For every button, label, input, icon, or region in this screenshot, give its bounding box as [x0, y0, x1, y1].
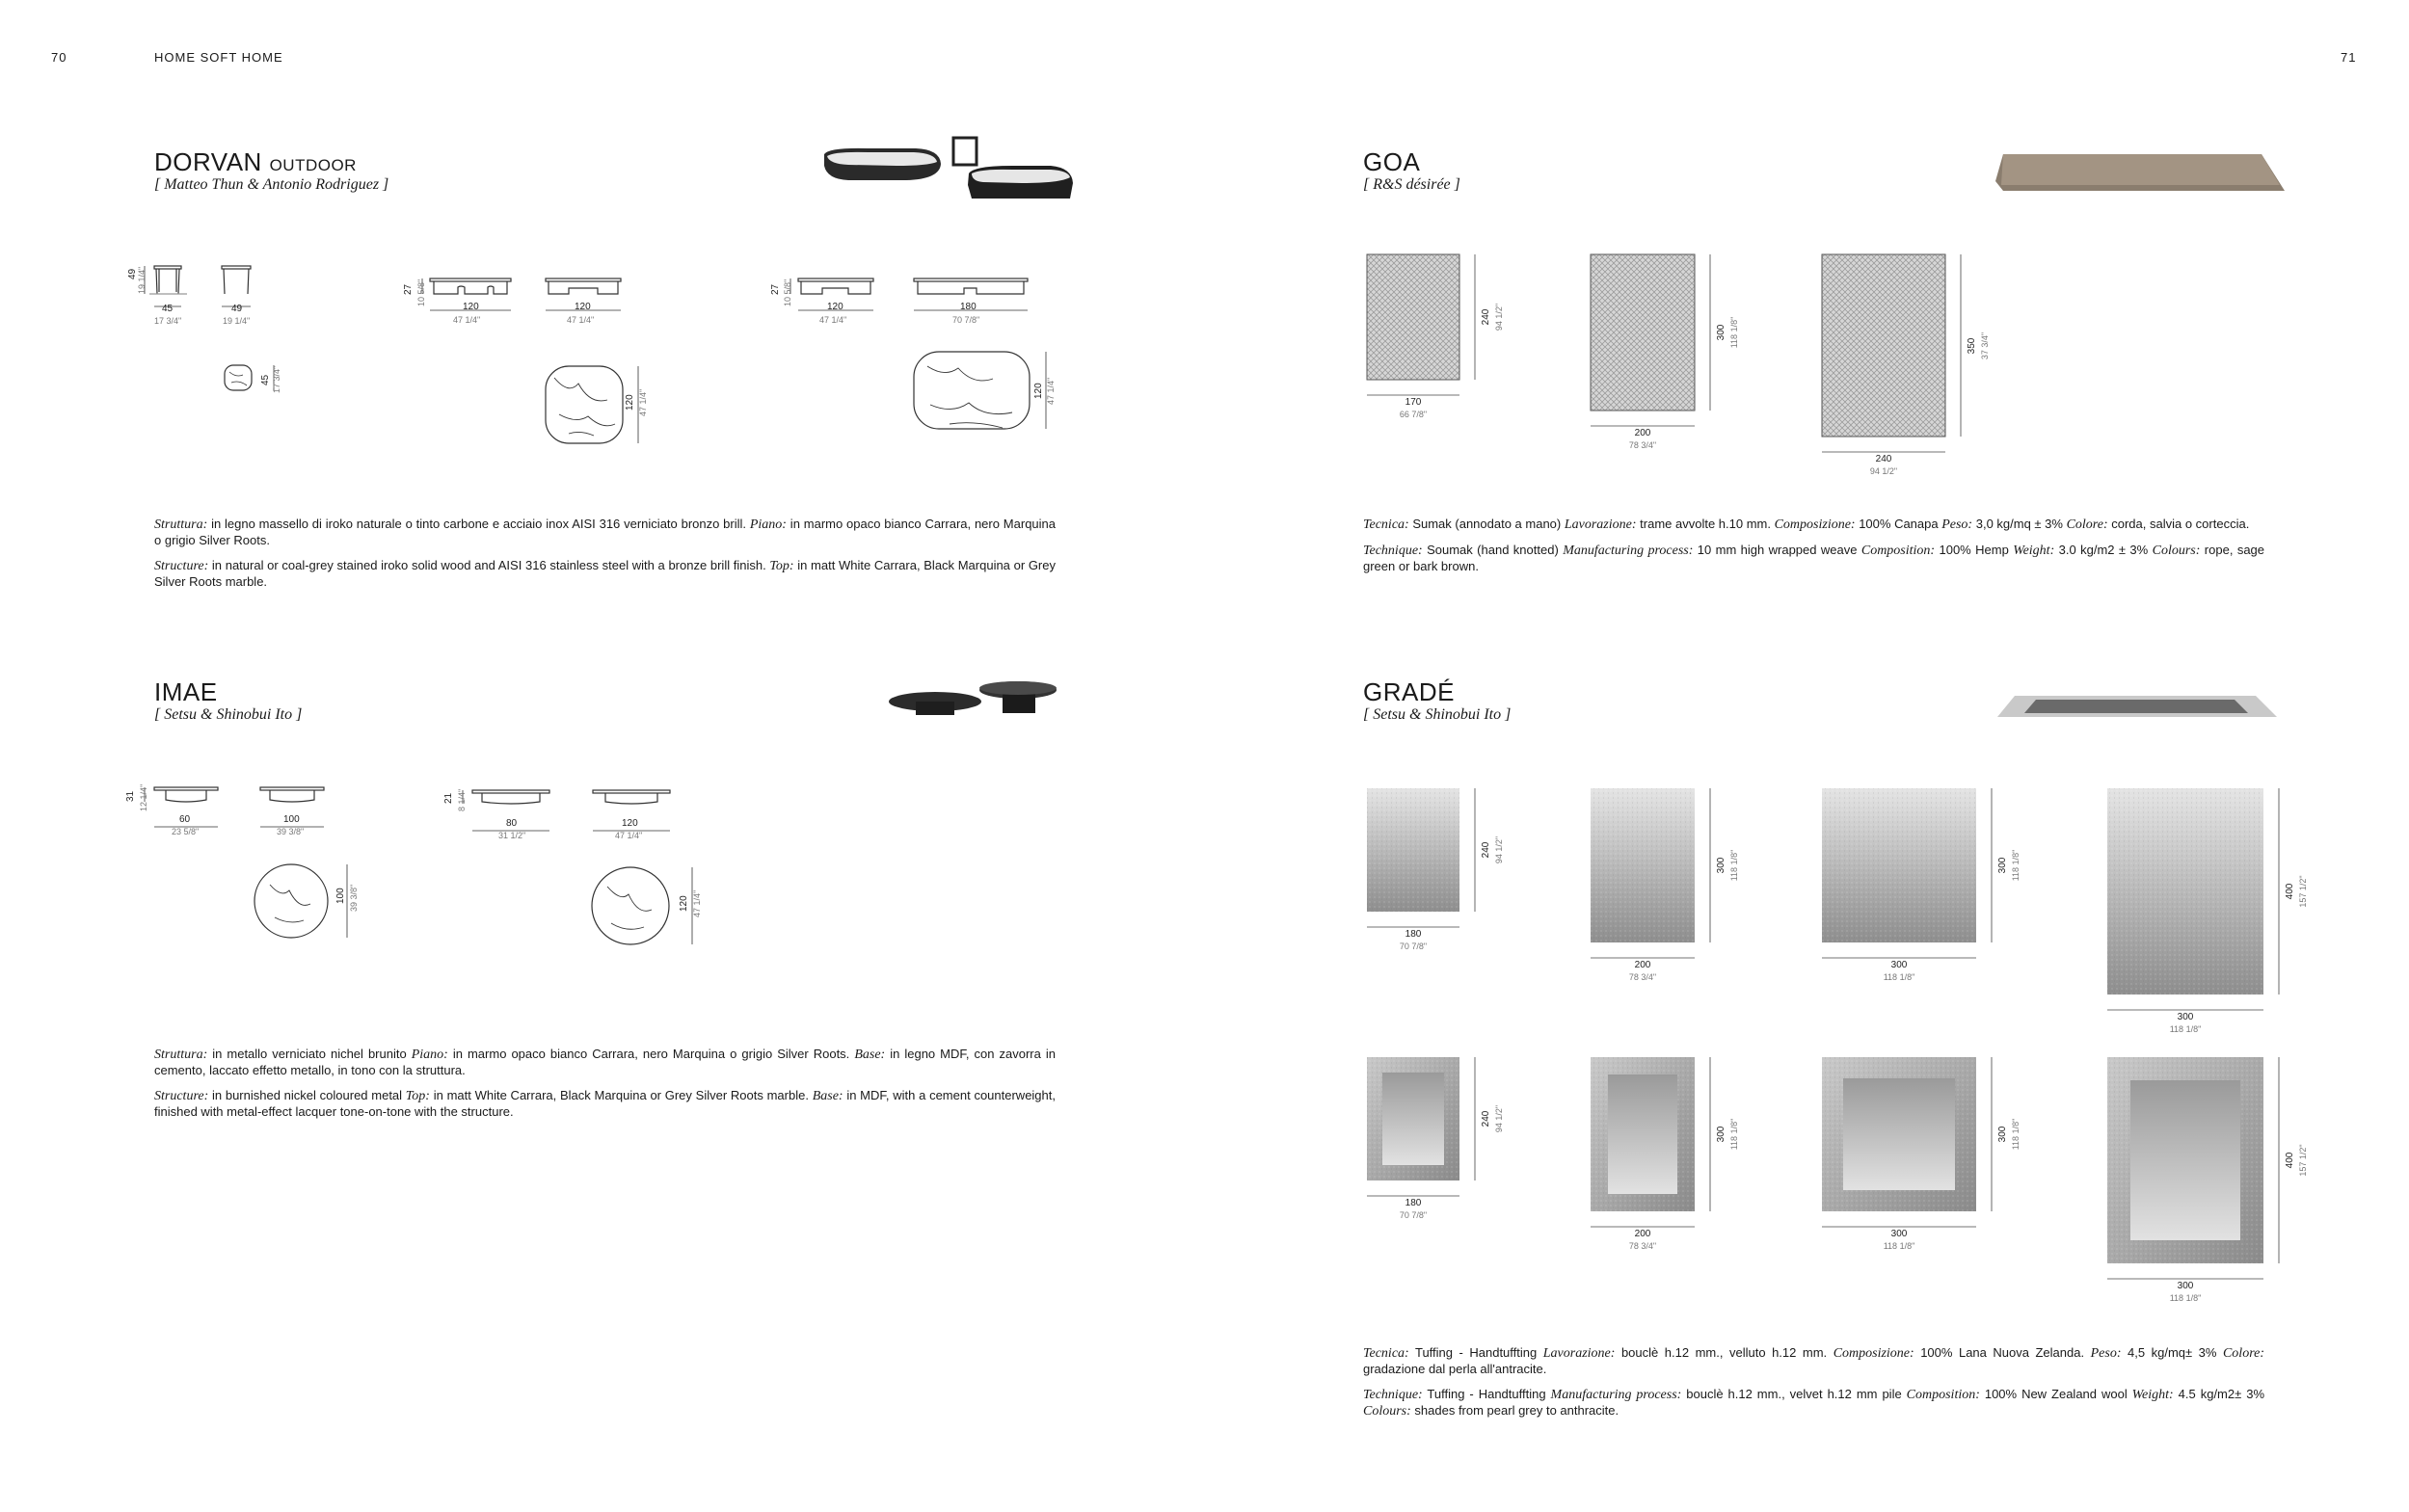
imae-w1-in: 23 5/8" [172, 827, 200, 836]
rug-width-label: 200 [1634, 960, 1651, 970]
rug-width-inch-label: 118 1/8" [1883, 1241, 1915, 1251]
text: gradazione dal perla all'antracite. [1363, 1362, 1547, 1376]
text: 100% Hemp [1935, 543, 2014, 557]
rug-width-label: 300 [1890, 960, 1908, 970]
label: Lavorazione: [1542, 1346, 1616, 1361]
grade-desc-it [1363, 1345, 2264, 1377]
label: Manufacturing process: [1563, 544, 1694, 558]
dorvan-h3-in: 10 5/8" [783, 279, 792, 306]
dorvan-h2-in: 10 5/8" [416, 279, 426, 306]
text: in legno MDF, con zavorra in cemento, laccato effetto metallo, in tono con la struttura. [154, 1047, 1056, 1077]
text: 4.5 kg/m2± 3% [2173, 1387, 2264, 1401]
imae-d2-in: 47 1/4" [692, 889, 702, 917]
text: in matt White Carrara, Black Marquina or Grey Silver Roots marble. [429, 1088, 813, 1102]
label: Colore: [2222, 1346, 2265, 1361]
rug-height-label: 400 [2285, 883, 2295, 900]
grade-description [1363, 1345, 2264, 1429]
rug-height-label: 300 [1716, 324, 1726, 341]
goa-designer: [ R&S désirée ] [1363, 176, 1460, 193]
dorvan-name: DORVAN [154, 147, 262, 176]
rug-width-inch-label: 78 3/4" [1628, 440, 1657, 450]
rug-width-label: 300 [2177, 1012, 2194, 1022]
rug-width-inch-label: 66 7/8" [1399, 410, 1428, 419]
rug-height-inch-label: 118 1/8" [1729, 1118, 1739, 1151]
label: Piano: [411, 1048, 448, 1062]
label: Weight: [2013, 544, 2055, 558]
rug-height-label: 240 [1481, 841, 1491, 859]
rug-height-label: 350 [1967, 337, 1977, 354]
text: trame avvolte h.10 mm. [1636, 517, 1775, 531]
rug-height-inch-label: 118 1/8" [2011, 1118, 2021, 1151]
dorvan-w3-in: 47 1/4" [453, 315, 481, 325]
text: in MDF, with a cement counterweight, finished with metal-effect lacquer tone-on-tone with the structure. [154, 1088, 1056, 1119]
label: Structure: [154, 1089, 209, 1103]
label: Base: [812, 1089, 843, 1103]
text: Soumak (hand knotted) [1422, 543, 1564, 557]
text: bouclè h.12 mm., velvet h.12 mm pile [1681, 1387, 1907, 1401]
dorvan-w1: 45 [162, 304, 174, 314]
label: Composition: [1860, 544, 1936, 558]
dorvan-h1: 49 [127, 268, 138, 279]
dorvan-h3: 27 [770, 283, 781, 295]
text: 4,5 kg/mq± 3% [2121, 1345, 2223, 1360]
grade-rug-drawings-row1 [1367, 788, 2263, 995]
rug-width-inch-label: 94 1/2" [1869, 466, 1898, 476]
rug-width-inch-label: 78 3/4" [1628, 972, 1657, 982]
rug-width-inch-label: 70 7/8" [1399, 942, 1428, 951]
dorvan-d1: 45 [260, 374, 271, 385]
label: Base: [854, 1048, 886, 1062]
label: Weight: [2131, 1388, 2174, 1402]
dorvan-w6: 180 [960, 302, 977, 312]
rug-height-label: 240 [1481, 308, 1491, 326]
text: bouclè h.12 mm., velluto h.12 mm. [1615, 1345, 1834, 1360]
dorvan-d1-in: 17 3/4" [272, 365, 281, 393]
text: 100% New Zealand wool [1979, 1387, 2132, 1401]
rug-width-inch-label: 78 3/4" [1628, 1241, 1657, 1251]
grade-desc-en [1363, 1387, 2264, 1419]
imae-d1: 100 [335, 888, 346, 904]
label: Peso: [1941, 517, 1973, 532]
rug-width-label: 170 [1405, 397, 1422, 408]
dorvan-w5-in: 47 1/4" [819, 315, 847, 325]
label: Composizione: [1774, 517, 1856, 532]
imae-w1: 60 [179, 814, 191, 825]
dorvan-designer: [ Matteo Thun & Antonio Rodriguez ] [154, 176, 389, 193]
text: in marmo opaco bianco Carrara, nero Marquina o grigio Silver Roots. [154, 517, 1057, 547]
text: Tuffing - Handtuffting [1422, 1387, 1551, 1401]
grade-designer: [ Setsu & Shinobui Ito ] [1363, 706, 1512, 723]
label: Top: [405, 1089, 430, 1103]
dorvan-w4: 120 [575, 302, 591, 312]
dorvan-h2: 27 [403, 283, 414, 295]
text: in matt White Carrara, Black Marquina or Grey Silver Roots marble. [154, 558, 1056, 589]
label: Structure: [154, 559, 209, 573]
imae-w3-in: 31 1/2" [498, 831, 526, 840]
dorvan-d2-in: 47 1/4" [638, 388, 648, 416]
dorvan-w2: 49 [231, 304, 243, 314]
rug-height-label: 300 [1716, 857, 1726, 874]
rug-height-label: 300 [1716, 1126, 1726, 1143]
goa-title: GOA [1363, 147, 1421, 176]
dorvan-h1-in: 19 1/4" [137, 266, 147, 294]
imae-w4-in: 47 1/4" [615, 831, 643, 840]
rug-height-label: 240 [1481, 1110, 1491, 1127]
dorvan-d3-in: 47 1/4" [1046, 377, 1056, 405]
rug-width-label: 200 [1634, 1229, 1651, 1239]
rug-height-label: 300 [1997, 1126, 2008, 1143]
rug-width-label: 180 [1405, 929, 1422, 940]
imae-h2: 21 [443, 792, 454, 804]
grade-product-photo [1997, 696, 2277, 717]
text: 10 mm high wrapped weave [1693, 543, 1861, 557]
imae-h1-in: 12 1/4" [139, 783, 148, 811]
text: in marmo opaco bianco Carrara, nero Marquina o grigio Silver Roots. [447, 1047, 855, 1061]
text: Tuffing - Handtuffting [1408, 1345, 1543, 1360]
grade-rug-drawings-row2 [1367, 1057, 2263, 1263]
rug-height-inch-label: 94 1/2" [1494, 1104, 1504, 1133]
label: Peso: [2090, 1346, 2122, 1361]
dorvan-suffix: OUTDOOR [269, 156, 357, 174]
rug-height-inch-label: 37 3/4" [1980, 332, 1990, 359]
imae-d2: 120 [679, 895, 689, 912]
rug-width-inch-label: 118 1/8" [2169, 1024, 2202, 1034]
label: Top: [769, 559, 794, 573]
imae-h2-in: 8 1/4" [457, 788, 467, 811]
label: Colours: [1363, 1404, 1411, 1419]
label: Tecnica: [1363, 517, 1409, 532]
rug-height-inch-label: 118 1/8" [2011, 849, 2021, 882]
dorvan-w3: 120 [463, 302, 479, 312]
label: Struttura: [154, 517, 208, 532]
text: rope, sage green or bark brown. [1363, 543, 2265, 573]
rug-width-label: 300 [1890, 1229, 1908, 1239]
rug-height-inch-label: 157 1/2" [2298, 1144, 2308, 1177]
rug-height-inch-label: 118 1/8" [1729, 849, 1739, 882]
text: in legno massello di iroko naturale o tinto carbone e acciaio inox AISI 316 verniciato bronzo brill. [207, 517, 750, 531]
label: Manufacturing process: [1550, 1388, 1682, 1402]
rug-height-label: 300 [1997, 857, 2008, 874]
page-number-right: 71 [2341, 50, 2357, 65]
label: Lavorazione: [1564, 517, 1637, 532]
dorvan-d3: 120 [1033, 383, 1044, 399]
label: Composizione: [1833, 1346, 1914, 1361]
imae-d1-in: 39 3/8" [349, 884, 359, 912]
imae-w3: 80 [506, 818, 518, 829]
label: Colours: [2152, 544, 2201, 558]
grade-title: GRADÉ [1363, 677, 1455, 706]
text: 100% Canapa [1855, 517, 1942, 531]
page-number-left: 70 [51, 50, 67, 65]
imae-title: IMAE [154, 677, 218, 706]
rug-height-inch-label: 94 1/2" [1494, 303, 1504, 332]
text: corda, salvia o corteccia. [2107, 517, 2250, 531]
text: in metallo verniciato nichel brunito [207, 1047, 412, 1061]
text: Sumak (annodato a mano) [1408, 517, 1565, 531]
imae-designer: [ Setsu & Shinobui Ito ] [154, 706, 303, 723]
rug-width-label: 180 [1405, 1198, 1422, 1208]
label: Composition: [1906, 1388, 1980, 1402]
rug-width-inch-label: 118 1/8" [2169, 1293, 2202, 1303]
rug-height-label: 400 [2285, 1152, 2295, 1169]
rug-height-inch-label: 118 1/8" [1729, 316, 1739, 349]
rug-height-inch-label: 157 1/2" [2298, 875, 2308, 908]
dorvan-w5: 120 [827, 302, 843, 312]
imae-w2: 100 [283, 814, 300, 825]
text: in natural or coal-grey stained iroko solid wood and AISI 316 stainless steel with a bronze brill finish. [208, 558, 770, 572]
rug-width-label: 300 [2177, 1281, 2194, 1291]
running-header: HOME SOFT HOME [154, 50, 283, 65]
label: Technique: [1363, 1388, 1423, 1402]
dorvan-w6-in: 70 7/8" [952, 315, 980, 325]
label: Struttura: [154, 1048, 208, 1062]
dorvan-d2: 120 [625, 394, 635, 411]
dorvan-w4-in: 47 1/4" [567, 315, 595, 325]
text: shades from pearl grey to anthracite. [1410, 1403, 1619, 1418]
dorvan-w2-in: 19 1/4" [223, 316, 251, 326]
rug-width-inch-label: 70 7/8" [1399, 1210, 1428, 1220]
label: Piano: [749, 517, 787, 532]
label: Tecnica: [1363, 1346, 1409, 1361]
text: in burnished nickel coloured metal [208, 1088, 406, 1102]
label: Technique: [1363, 544, 1423, 558]
imae-h1: 31 [125, 790, 136, 802]
text: 3,0 kg/mq ± 3% [1972, 517, 2067, 531]
rug-width-label: 200 [1634, 428, 1651, 438]
text: 100% Lana Nuova Zelanda. [1914, 1345, 2091, 1360]
text: 3.0 kg/m2 ± 3% [2054, 543, 2153, 557]
rug-width-label: 240 [1875, 454, 1892, 464]
imae-w2-in: 39 3/8" [277, 827, 305, 836]
dorvan-w1-in: 17 3/4" [154, 316, 182, 326]
rug-height-inch-label: 94 1/2" [1494, 836, 1504, 864]
imae-w4: 120 [622, 818, 638, 829]
label: Colore: [2066, 517, 2108, 532]
rug-width-inch-label: 118 1/8" [1883, 972, 1915, 982]
